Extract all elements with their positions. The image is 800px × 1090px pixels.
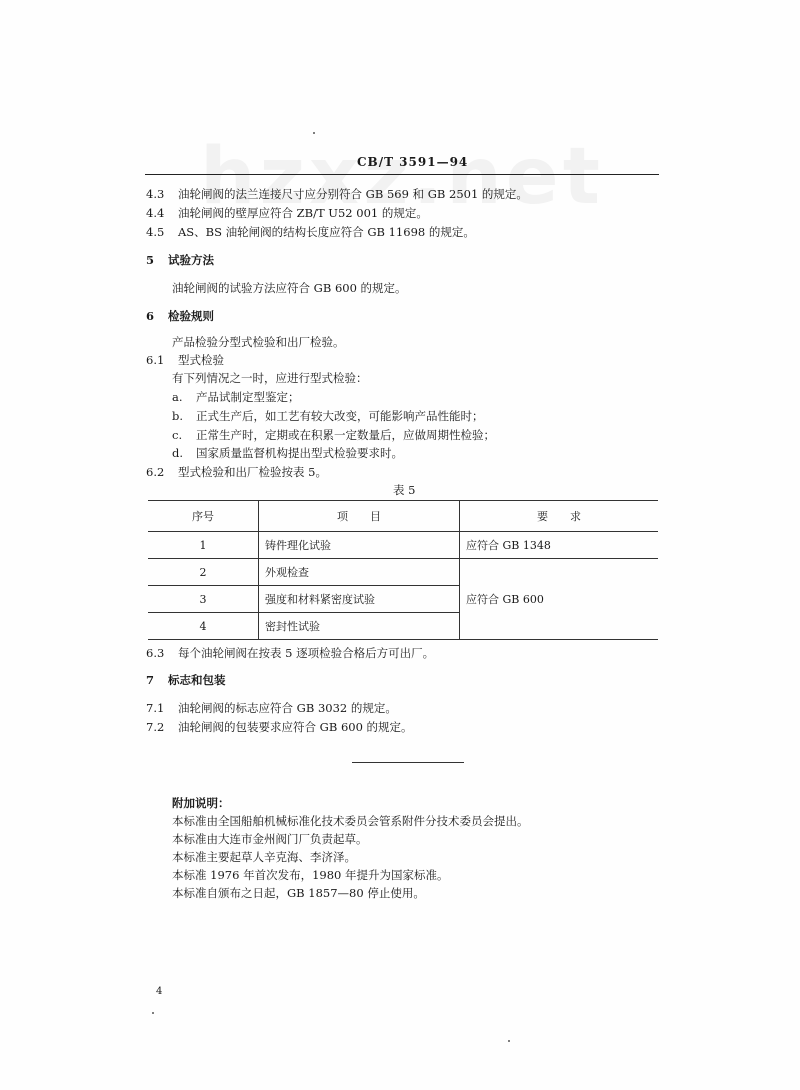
header-rule bbox=[145, 174, 659, 175]
section7-title: 标志和包装 bbox=[168, 673, 226, 687]
clause-4-3-text: 油轮闸阀的法兰连接尺寸应分别符合 GB 569 和 GB 2501 的规定。 bbox=[178, 187, 528, 201]
section5-num: 5 bbox=[146, 253, 155, 267]
table-row bbox=[148, 532, 658, 559]
col-header-req: 要 求 bbox=[460, 501, 659, 532]
section5-title: 试验方法 bbox=[168, 253, 214, 267]
section6-title: 检验规则 bbox=[168, 309, 214, 323]
s63-text: 每个油轮闸阀在按表 5 逐项检验合格后方可出厂。 bbox=[178, 646, 435, 660]
section6-num: 6 bbox=[146, 309, 155, 323]
s72-num: 7.2 bbox=[146, 720, 165, 734]
s62-text: 型式检验和出厂检验按表 5。 bbox=[178, 465, 327, 479]
table-caption: 表 5 bbox=[393, 483, 416, 497]
note-line: 本标准 1976 年首次发布，1980 年提升为国家标准。 bbox=[172, 868, 449, 882]
row-no: 4 bbox=[148, 613, 259, 640]
clause-4-5-num: 4.5 bbox=[146, 225, 165, 239]
section7-num: 7 bbox=[146, 673, 155, 687]
note-line: 本标准由全国船舶机械标准化技术委员会管系附件分技术委员会提出。 bbox=[172, 814, 529, 828]
row-item: 强度和材料紧密度试验 bbox=[259, 586, 460, 613]
row-item: 密封性试验 bbox=[259, 613, 460, 640]
s61-lead: 有下列情况之一时，应进行型式检验： bbox=[172, 371, 368, 385]
list-mark-a: a. bbox=[172, 390, 183, 404]
row-req-merged: 应符合 GB 600 bbox=[460, 559, 659, 640]
row-req: 应符合 GB 1348 bbox=[460, 532, 659, 559]
list-mark-d: d. bbox=[172, 446, 184, 460]
s71-text: 油轮闸阀的标志应符合 GB 3032 的规定。 bbox=[178, 701, 397, 715]
clause-4-5-text: AS、BS 油轮闸阀的结构长度应符合 GB 11698 的规定。 bbox=[178, 225, 475, 239]
s63-num: 6.3 bbox=[146, 646, 165, 660]
list-item-a: 产品试制定型鉴定； bbox=[196, 390, 300, 404]
row-no: 3 bbox=[148, 586, 259, 613]
s61-title: 型式检验 bbox=[178, 353, 224, 367]
note-line: 本标准由大连市金州阀门厂负责起草。 bbox=[172, 832, 368, 846]
page-number: 4 bbox=[156, 986, 163, 997]
row-no: 2 bbox=[148, 559, 259, 586]
row-no: 1 bbox=[148, 532, 259, 559]
section5-body: 油轮闸阀的试验方法应符合 GB 600 的规定。 bbox=[172, 281, 407, 295]
header-code: CB/T 3591—94 bbox=[357, 155, 469, 169]
col-header-no: 序号 bbox=[148, 501, 259, 532]
end-rule bbox=[352, 762, 464, 763]
s62-num: 6.2 bbox=[146, 465, 165, 479]
col-header-item: 项 目 bbox=[259, 501, 460, 532]
row-item: 铸件理化试验 bbox=[259, 532, 460, 559]
table-header-row bbox=[148, 501, 658, 532]
list-mark-b: b. bbox=[172, 409, 184, 423]
list-item-b: 正式生产后，如工艺有较大改变，可能影响产品性能时； bbox=[196, 409, 484, 423]
list-item-d: 国家质量监督机构提出型式检验要求时。 bbox=[196, 446, 403, 460]
list-item-c: 正常生产时，定期或在积累一定数量后，应做周期性检验； bbox=[196, 428, 495, 442]
scan-speck bbox=[152, 1012, 154, 1014]
note-line: 本标准自颁布之日起，GB 1857—80 停止使用。 bbox=[172, 886, 425, 900]
clause-4-4-text: 油轮闸阀的壁厚应符合 ZB/T U52 001 的规定。 bbox=[178, 206, 428, 220]
s72-text: 油轮闸阀的包装要求应符合 GB 600 的规定。 bbox=[178, 720, 413, 734]
clause-4-3-num: 4.3 bbox=[146, 187, 165, 201]
scan-speck bbox=[508, 1040, 510, 1042]
scan-speck bbox=[313, 132, 315, 134]
section6-intro: 产品检验分型式检验和出厂检验。 bbox=[172, 335, 345, 349]
note-line: 本标准主要起草人辛克海、李济泽。 bbox=[172, 850, 356, 864]
clause-4-4-num: 4.4 bbox=[146, 206, 165, 220]
table5 bbox=[148, 500, 658, 640]
notes-title: 附加说明： bbox=[172, 796, 230, 810]
table-row bbox=[148, 559, 658, 586]
list-mark-c: c. bbox=[172, 428, 183, 442]
s71-num: 7.1 bbox=[146, 701, 165, 715]
row-item: 外观检查 bbox=[259, 559, 460, 586]
s61-num: 6.1 bbox=[146, 353, 165, 367]
